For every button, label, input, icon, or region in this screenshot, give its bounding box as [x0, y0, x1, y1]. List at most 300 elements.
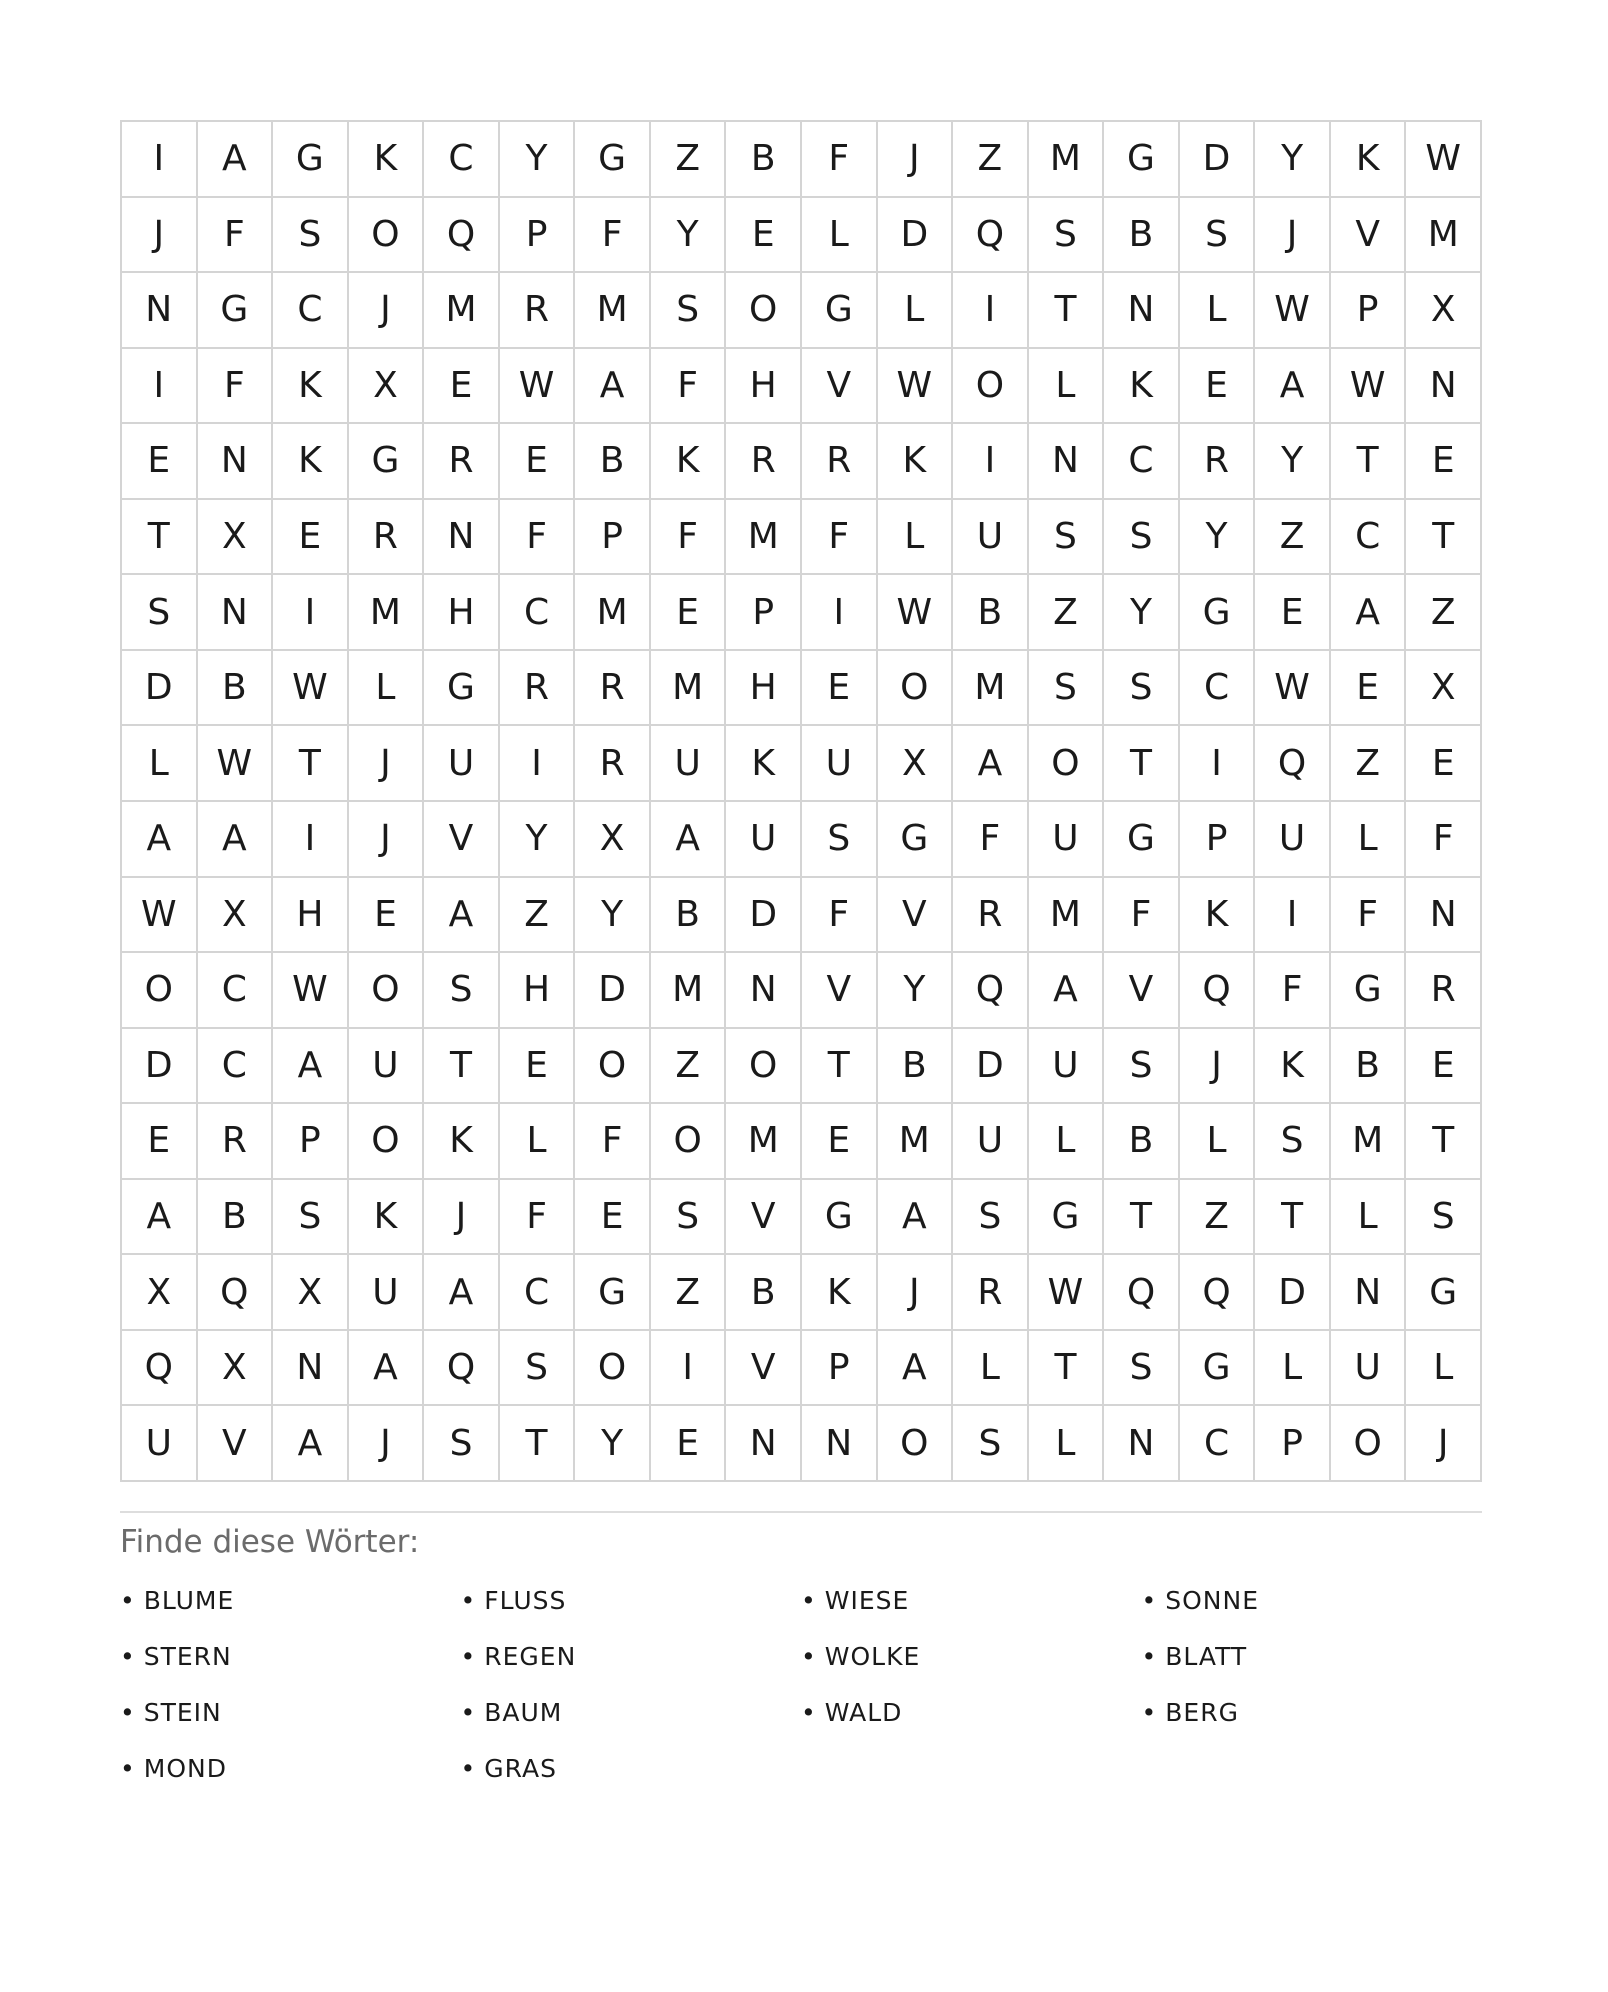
letter-cell[interactable]: V — [878, 878, 954, 954]
letter-cell[interactable]: O — [349, 1104, 425, 1180]
letter-cell[interactable]: C — [1180, 651, 1256, 727]
letter-cell[interactable]: X — [575, 802, 651, 878]
letter-cell[interactable]: G — [1406, 1255, 1482, 1331]
letter-cell[interactable]: W — [273, 953, 349, 1029]
letter-cell[interactable]: A — [651, 802, 727, 878]
letter-cell[interactable]: E — [1406, 424, 1482, 500]
letter-cell[interactable]: X — [273, 1255, 349, 1331]
letter-cell[interactable]: I — [1255, 878, 1331, 954]
letter-cell[interactable]: F — [198, 198, 274, 274]
letter-cell[interactable]: G — [1104, 802, 1180, 878]
letter-cell[interactable]: W — [1331, 349, 1407, 425]
letter-cell[interactable]: Z — [1255, 500, 1331, 576]
letter-cell[interactable]: L — [1331, 802, 1407, 878]
letter-cell[interactable]: T — [424, 1029, 500, 1105]
letter-cell[interactable]: Q — [1180, 1255, 1256, 1331]
letter-cell[interactable]: U — [1331, 1331, 1407, 1407]
letter-cell[interactable]: L — [878, 273, 954, 349]
letter-cell[interactable]: U — [651, 726, 727, 802]
letter-cell[interactable]: N — [1331, 1255, 1407, 1331]
letter-cell[interactable]: M — [1029, 122, 1105, 198]
letter-cell[interactable]: L — [802, 198, 878, 274]
letter-cell[interactable]: K — [1180, 878, 1256, 954]
letter-cell[interactable]: A — [198, 802, 274, 878]
letter-cell[interactable]: M — [651, 953, 727, 1029]
letter-cell[interactable]: I — [500, 726, 576, 802]
letter-cell[interactable]: I — [802, 575, 878, 651]
letter-cell[interactable]: S — [802, 802, 878, 878]
letter-cell[interactable]: U — [424, 726, 500, 802]
letter-cell[interactable]: E — [651, 1406, 727, 1482]
letter-cell[interactable]: G — [802, 273, 878, 349]
letter-cell[interactable]: N — [726, 953, 802, 1029]
letter-cell[interactable]: M — [1406, 198, 1482, 274]
letter-cell[interactable]: Q — [122, 1331, 198, 1407]
letter-cell[interactable]: Y — [1255, 122, 1331, 198]
letter-cell[interactable]: X — [198, 500, 274, 576]
letter-cell[interactable]: L — [1406, 1331, 1482, 1407]
letter-cell[interactable]: E — [424, 349, 500, 425]
letter-cell[interactable]: I — [273, 575, 349, 651]
letter-cell[interactable]: R — [349, 500, 425, 576]
letter-cell[interactable]: Y — [1104, 575, 1180, 651]
letter-cell[interactable]: N — [198, 424, 274, 500]
letter-cell[interactable]: E — [1180, 349, 1256, 425]
letter-cell[interactable]: X — [122, 1255, 198, 1331]
letter-cell[interactable]: Y — [878, 953, 954, 1029]
letter-cell[interactable]: G — [802, 1180, 878, 1256]
letter-cell[interactable]: N — [273, 1331, 349, 1407]
letter-cell[interactable]: S — [1406, 1180, 1482, 1256]
letter-cell[interactable]: R — [198, 1104, 274, 1180]
letter-cell[interactable]: M — [1029, 878, 1105, 954]
letter-cell[interactable]: I — [122, 122, 198, 198]
letter-cell[interactable]: N — [198, 575, 274, 651]
letter-cell[interactable]: X — [878, 726, 954, 802]
letter-cell[interactable]: D — [953, 1029, 1029, 1105]
letter-cell[interactable]: G — [1104, 122, 1180, 198]
letter-cell[interactable]: F — [802, 878, 878, 954]
letter-cell[interactable]: R — [424, 424, 500, 500]
letter-cell[interactable]: R — [726, 424, 802, 500]
letter-cell[interactable]: S — [1255, 1104, 1331, 1180]
letter-cell[interactable]: E — [575, 1180, 651, 1256]
letter-cell[interactable]: L — [1180, 273, 1256, 349]
letter-cell[interactable]: U — [802, 726, 878, 802]
letter-cell[interactable]: L — [349, 651, 425, 727]
letter-cell[interactable]: V — [726, 1180, 802, 1256]
letter-cell[interactable]: O — [575, 1331, 651, 1407]
letter-cell[interactable]: Y — [500, 122, 576, 198]
letter-cell[interactable]: I — [953, 273, 1029, 349]
letter-cell[interactable]: V — [198, 1406, 274, 1482]
letter-cell[interactable]: S — [1104, 1029, 1180, 1105]
letter-cell[interactable]: E — [122, 424, 198, 500]
letter-cell[interactable]: Y — [651, 198, 727, 274]
letter-cell[interactable]: L — [1029, 1406, 1105, 1482]
letter-cell[interactable]: F — [1255, 953, 1331, 1029]
letter-cell[interactable]: S — [1104, 651, 1180, 727]
letter-cell[interactable]: K — [726, 726, 802, 802]
letter-cell[interactable]: J — [878, 122, 954, 198]
letter-cell[interactable]: S — [273, 198, 349, 274]
letter-cell[interactable]: U — [953, 500, 1029, 576]
letter-cell[interactable]: U — [726, 802, 802, 878]
letter-cell[interactable]: U — [953, 1104, 1029, 1180]
letter-cell[interactable]: G — [1180, 1331, 1256, 1407]
letter-cell[interactable]: U — [1255, 802, 1331, 878]
letter-cell[interactable]: Q — [953, 953, 1029, 1029]
letter-cell[interactable]: S — [424, 953, 500, 1029]
letter-cell[interactable]: Q — [424, 1331, 500, 1407]
letter-cell[interactable]: T — [1029, 273, 1105, 349]
letter-cell[interactable]: V — [802, 953, 878, 1029]
letter-cell[interactable]: B — [1104, 198, 1180, 274]
letter-cell[interactable]: I — [273, 802, 349, 878]
letter-cell[interactable]: Y — [575, 878, 651, 954]
letter-cell[interactable]: M — [349, 575, 425, 651]
letter-cell[interactable]: K — [802, 1255, 878, 1331]
letter-cell[interactable]: Z — [1331, 726, 1407, 802]
letter-cell[interactable]: Q — [1180, 953, 1256, 1029]
letter-cell[interactable]: Y — [1255, 424, 1331, 500]
letter-cell[interactable]: S — [122, 575, 198, 651]
letter-cell[interactable]: F — [1331, 878, 1407, 954]
letter-cell[interactable]: I — [953, 424, 1029, 500]
letter-cell[interactable]: T — [1255, 1180, 1331, 1256]
letter-cell[interactable]: K — [349, 1180, 425, 1256]
letter-cell[interactable]: K — [878, 424, 954, 500]
letter-cell[interactable]: S — [424, 1406, 500, 1482]
letter-cell[interactable]: S — [500, 1331, 576, 1407]
letter-cell[interactable]: K — [651, 424, 727, 500]
letter-cell[interactable]: H — [424, 575, 500, 651]
letter-cell[interactable]: R — [575, 726, 651, 802]
letter-cell[interactable]: E — [802, 651, 878, 727]
letter-cell[interactable]: O — [349, 198, 425, 274]
letter-cell[interactable]: J — [424, 1180, 500, 1256]
letter-cell[interactable]: K — [273, 349, 349, 425]
letter-cell[interactable]: T — [500, 1406, 576, 1482]
letter-cell[interactable]: P — [575, 500, 651, 576]
letter-cell[interactable]: N — [1104, 1406, 1180, 1482]
letter-cell[interactable]: N — [1029, 424, 1105, 500]
letter-cell[interactable]: C — [1180, 1406, 1256, 1482]
letter-cell[interactable]: C — [198, 1029, 274, 1105]
letter-cell[interactable]: C — [500, 575, 576, 651]
letter-cell[interactable]: B — [726, 122, 802, 198]
letter-cell[interactable]: T — [802, 1029, 878, 1105]
letter-cell[interactable]: N — [1104, 273, 1180, 349]
letter-cell[interactable]: D — [1180, 122, 1256, 198]
letter-cell[interactable]: B — [651, 878, 727, 954]
letter-cell[interactable]: F — [500, 1180, 576, 1256]
letter-cell[interactable]: A — [1255, 349, 1331, 425]
letter-cell[interactable]: A — [349, 1331, 425, 1407]
letter-cell[interactable]: Y — [1180, 500, 1256, 576]
letter-cell[interactable]: J — [878, 1255, 954, 1331]
letter-cell[interactable]: V — [1331, 198, 1407, 274]
letter-cell[interactable]: L — [1331, 1180, 1407, 1256]
letter-cell[interactable]: N — [726, 1406, 802, 1482]
letter-cell[interactable]: J — [349, 273, 425, 349]
letter-cell[interactable]: M — [575, 575, 651, 651]
letter-cell[interactable]: O — [878, 1406, 954, 1482]
letter-cell[interactable]: L — [953, 1331, 1029, 1407]
letter-cell[interactable]: G — [878, 802, 954, 878]
letter-cell[interactable]: S — [273, 1180, 349, 1256]
letter-cell[interactable]: F — [802, 500, 878, 576]
letter-cell[interactable]: T — [1104, 726, 1180, 802]
letter-cell[interactable]: T — [122, 500, 198, 576]
letter-cell[interactable]: P — [500, 198, 576, 274]
letter-cell[interactable]: P — [802, 1331, 878, 1407]
letter-cell[interactable]: E — [273, 500, 349, 576]
letter-cell[interactable]: S — [1029, 198, 1105, 274]
letter-cell[interactable]: X — [1406, 273, 1482, 349]
letter-cell[interactable]: W — [198, 726, 274, 802]
letter-cell[interactable]: U — [122, 1406, 198, 1482]
letter-cell[interactable]: O — [122, 953, 198, 1029]
letter-cell[interactable]: O — [349, 953, 425, 1029]
letter-cell[interactable]: S — [651, 273, 727, 349]
letter-cell[interactable]: O — [878, 651, 954, 727]
letter-cell[interactable]: L — [122, 726, 198, 802]
letter-cell[interactable]: P — [1331, 273, 1407, 349]
letter-cell[interactable]: L — [878, 500, 954, 576]
letter-cell[interactable]: T — [1331, 424, 1407, 500]
letter-cell[interactable]: X — [349, 349, 425, 425]
letter-cell[interactable]: Z — [500, 878, 576, 954]
letter-cell[interactable]: I — [122, 349, 198, 425]
letter-cell[interactable]: B — [726, 1255, 802, 1331]
letter-cell[interactable]: R — [953, 878, 1029, 954]
letter-cell[interactable]: H — [726, 349, 802, 425]
letter-cell[interactable]: Z — [651, 122, 727, 198]
letter-cell[interactable]: N — [424, 500, 500, 576]
letter-cell[interactable]: S — [1180, 198, 1256, 274]
letter-cell[interactable]: D — [122, 1029, 198, 1105]
letter-cell[interactable]: A — [1331, 575, 1407, 651]
letter-cell[interactable]: W — [1255, 651, 1331, 727]
letter-cell[interactable]: F — [802, 122, 878, 198]
letter-cell[interactable]: K — [273, 424, 349, 500]
letter-cell[interactable]: R — [500, 273, 576, 349]
letter-cell[interactable]: S — [1029, 500, 1105, 576]
letter-cell[interactable]: A — [575, 349, 651, 425]
letter-cell[interactable]: C — [1104, 424, 1180, 500]
letter-cell[interactable]: Z — [1180, 1180, 1256, 1256]
letter-cell[interactable]: C — [1331, 500, 1407, 576]
letter-cell[interactable]: F — [198, 349, 274, 425]
letter-cell[interactable]: F — [575, 198, 651, 274]
letter-cell[interactable]: J — [349, 726, 425, 802]
letter-cell[interactable]: B — [878, 1029, 954, 1105]
letter-cell[interactable]: B — [953, 575, 1029, 651]
letter-cell[interactable]: E — [122, 1104, 198, 1180]
letter-cell[interactable]: F — [1406, 802, 1482, 878]
letter-cell[interactable]: V — [726, 1331, 802, 1407]
letter-cell[interactable]: O — [953, 349, 1029, 425]
letter-cell[interactable]: K — [349, 122, 425, 198]
letter-cell[interactable]: X — [198, 878, 274, 954]
letter-cell[interactable]: E — [500, 424, 576, 500]
letter-cell[interactable]: G — [1029, 1180, 1105, 1256]
letter-cell[interactable]: S — [953, 1406, 1029, 1482]
letter-cell[interactable]: U — [1029, 1029, 1105, 1105]
letter-cell[interactable]: Q — [424, 198, 500, 274]
letter-cell[interactable]: L — [1029, 1104, 1105, 1180]
letter-cell[interactable]: A — [424, 878, 500, 954]
letter-cell[interactable]: Y — [500, 802, 576, 878]
letter-cell[interactable]: M — [953, 651, 1029, 727]
letter-cell[interactable]: N — [122, 273, 198, 349]
letter-cell[interactable]: N — [802, 1406, 878, 1482]
letter-cell[interactable]: A — [953, 726, 1029, 802]
letter-cell[interactable]: R — [1180, 424, 1256, 500]
letter-cell[interactable]: M — [651, 651, 727, 727]
letter-cell[interactable]: Z — [1029, 575, 1105, 651]
letter-cell[interactable]: S — [1029, 651, 1105, 727]
letter-cell[interactable]: C — [500, 1255, 576, 1331]
letter-cell[interactable]: J — [122, 198, 198, 274]
letter-cell[interactable]: D — [878, 198, 954, 274]
letter-cell[interactable]: M — [726, 1104, 802, 1180]
letter-cell[interactable]: N — [1406, 349, 1482, 425]
letter-cell[interactable]: U — [349, 1029, 425, 1105]
letter-cell[interactable]: E — [651, 575, 727, 651]
letter-cell[interactable]: K — [424, 1104, 500, 1180]
letter-cell[interactable]: J — [1406, 1406, 1482, 1482]
letter-cell[interactable]: Z — [953, 122, 1029, 198]
letter-cell[interactable]: F — [500, 500, 576, 576]
letter-cell[interactable]: J — [1180, 1029, 1256, 1105]
letter-cell[interactable]: F — [1104, 878, 1180, 954]
letter-cell[interactable]: E — [1255, 575, 1331, 651]
letter-cell[interactable]: F — [651, 500, 727, 576]
letter-cell[interactable]: O — [575, 1029, 651, 1105]
letter-cell[interactable]: E — [1406, 726, 1482, 802]
letter-cell[interactable]: Q — [953, 198, 1029, 274]
letter-cell[interactable]: W — [122, 878, 198, 954]
letter-cell[interactable]: R — [953, 1255, 1029, 1331]
letter-cell[interactable]: Q — [1255, 726, 1331, 802]
letter-cell[interactable]: E — [1331, 651, 1407, 727]
letter-cell[interactable]: X — [1406, 651, 1482, 727]
letter-cell[interactable]: M — [575, 273, 651, 349]
letter-cell[interactable]: E — [726, 198, 802, 274]
letter-cell[interactable]: X — [198, 1331, 274, 1407]
letter-cell[interactable]: Z — [651, 1255, 727, 1331]
letter-cell[interactable]: D — [726, 878, 802, 954]
letter-cell[interactable]: T — [273, 726, 349, 802]
letter-cell[interactable]: G — [575, 1255, 651, 1331]
letter-cell[interactable]: S — [953, 1180, 1029, 1256]
letter-cell[interactable]: L — [1029, 349, 1105, 425]
letter-cell[interactable]: G — [349, 424, 425, 500]
letter-cell[interactable]: O — [1331, 1406, 1407, 1482]
letter-cell[interactable]: V — [1104, 953, 1180, 1029]
letter-cell[interactable]: H — [726, 651, 802, 727]
letter-cell[interactable]: W — [878, 349, 954, 425]
letter-cell[interactable]: F — [953, 802, 1029, 878]
letter-cell[interactable]: W — [500, 349, 576, 425]
letter-cell[interactable]: M — [878, 1104, 954, 1180]
letter-cell[interactable]: F — [651, 349, 727, 425]
letter-cell[interactable]: D — [122, 651, 198, 727]
letter-cell[interactable]: K — [1255, 1029, 1331, 1105]
letter-cell[interactable]: G — [1180, 575, 1256, 651]
letter-cell[interactable]: B — [1331, 1029, 1407, 1105]
letter-cell[interactable]: M — [424, 273, 500, 349]
letter-cell[interactable]: L — [1255, 1331, 1331, 1407]
letter-cell[interactable]: C — [198, 953, 274, 1029]
letter-cell[interactable]: G — [575, 122, 651, 198]
letter-cell[interactable]: V — [802, 349, 878, 425]
letter-cell[interactable]: M — [726, 500, 802, 576]
letter-cell[interactable]: T — [1104, 1180, 1180, 1256]
letter-cell[interactable]: O — [651, 1104, 727, 1180]
letter-cell[interactable]: A — [424, 1255, 500, 1331]
letter-cell[interactable]: E — [349, 878, 425, 954]
letter-cell[interactable]: P — [273, 1104, 349, 1180]
letter-cell[interactable]: Q — [198, 1255, 274, 1331]
letter-cell[interactable]: O — [726, 1029, 802, 1105]
letter-cell[interactable]: W — [878, 575, 954, 651]
letter-cell[interactable]: G — [1331, 953, 1407, 1029]
letter-cell[interactable]: S — [1104, 500, 1180, 576]
letter-cell[interactable]: W — [1029, 1255, 1105, 1331]
letter-cell[interactable]: P — [1180, 802, 1256, 878]
letter-cell[interactable]: F — [575, 1104, 651, 1180]
letter-cell[interactable]: U — [1029, 802, 1105, 878]
letter-cell[interactable]: A — [878, 1331, 954, 1407]
letter-cell[interactable]: G — [424, 651, 500, 727]
letter-cell[interactable]: L — [1180, 1104, 1256, 1180]
letter-cell[interactable]: J — [1255, 198, 1331, 274]
letter-cell[interactable]: P — [1255, 1406, 1331, 1482]
letter-cell[interactable]: O — [726, 273, 802, 349]
letter-cell[interactable]: B — [1104, 1104, 1180, 1180]
letter-cell[interactable]: J — [349, 802, 425, 878]
letter-cell[interactable]: K — [1104, 349, 1180, 425]
letter-cell[interactable]: Y — [575, 1406, 651, 1482]
letter-cell[interactable]: E — [500, 1029, 576, 1105]
letter-cell[interactable]: A — [273, 1406, 349, 1482]
letter-cell[interactable]: A — [198, 122, 274, 198]
letter-cell[interactable]: W — [1255, 273, 1331, 349]
letter-cell[interactable]: P — [726, 575, 802, 651]
letter-cell[interactable]: A — [1029, 953, 1105, 1029]
letter-cell[interactable]: I — [651, 1331, 727, 1407]
letter-cell[interactable]: A — [273, 1029, 349, 1105]
letter-cell[interactable]: S — [1104, 1331, 1180, 1407]
letter-cell[interactable]: N — [1406, 878, 1482, 954]
letter-cell[interactable]: R — [1406, 953, 1482, 1029]
letter-cell[interactable]: M — [1331, 1104, 1407, 1180]
letter-cell[interactable]: K — [1331, 122, 1407, 198]
letter-cell[interactable]: W — [1406, 122, 1482, 198]
letter-cell[interactable]: E — [1406, 1029, 1482, 1105]
letter-cell[interactable]: A — [122, 802, 198, 878]
letter-cell[interactable]: V — [424, 802, 500, 878]
letter-cell[interactable]: Q — [1104, 1255, 1180, 1331]
letter-cell[interactable]: R — [802, 424, 878, 500]
letter-cell[interactable]: E — [802, 1104, 878, 1180]
letter-cell[interactable]: T — [1406, 500, 1482, 576]
letter-cell[interactable]: D — [1255, 1255, 1331, 1331]
letter-cell[interactable]: A — [878, 1180, 954, 1256]
